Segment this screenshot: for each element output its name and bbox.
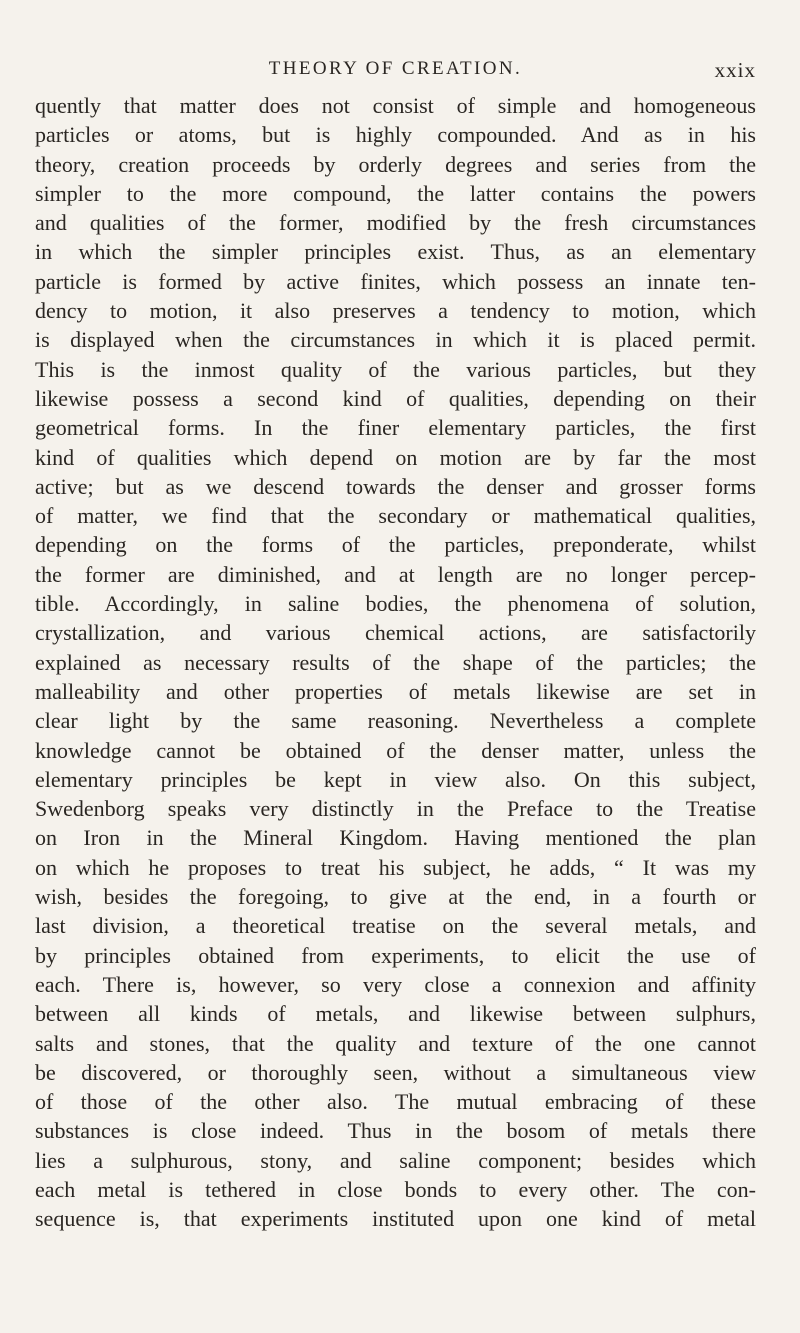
text-line: active; but as we descend towards the denser and grosser forms bbox=[35, 473, 756, 499]
text-line: wish, besides the foregoing, to give at the end, in a fourth or bbox=[35, 884, 756, 910]
text-line: malleability and other properties of metals likewise are set in bbox=[35, 678, 756, 704]
text-line: particles or atoms, but is highly compounded. And as in his bbox=[35, 122, 756, 148]
text-line: on Iron in the Mineral Kingdom. Having mentioned the plan bbox=[35, 825, 756, 851]
text-line: quently that matter does not consist of simple and homogeneous bbox=[35, 93, 756, 118]
text-line: explained as necessary results of the shape of the particles; the bbox=[35, 649, 756, 675]
text-line: and qualities of the former, modified by the fresh circumstances bbox=[35, 210, 756, 236]
text-line: is displayed when the circumstances in which it is placed permit. bbox=[35, 327, 756, 353]
text-line: be discovered, or thoroughly seen, without a simultaneous view bbox=[35, 1059, 756, 1085]
text-line: salts and stones, that the quality and texture of the one cannot bbox=[35, 1030, 756, 1056]
text-line: knowledge cannot be obtained of the denser matter, unless the bbox=[35, 737, 756, 763]
text-line: kind of qualities which depend on motion are by far the most bbox=[35, 444, 756, 470]
text-line: of matter, we find that the secondary or mathematical qualities, bbox=[35, 503, 756, 529]
text-line: sequence is, that experiments instituted upon one kind of metal bbox=[35, 1206, 756, 1232]
text-line: between all kinds of metals, and likewise between sulphurs, bbox=[35, 1001, 756, 1027]
running-title: THEORY OF CREATION. bbox=[268, 58, 523, 79]
text-line: This is the inmost quality of the various particles, but they bbox=[35, 356, 756, 382]
text-line: substances is close indeed. Thus in the bosom of metals there bbox=[35, 1118, 756, 1144]
running-head bbox=[35, 58, 756, 88]
body-text bbox=[35, 91, 756, 1234]
text-line: each. There is, however, so very close a connexion and affinity bbox=[35, 971, 756, 997]
text-line: last division, a theoretical treatise on the several metals, and bbox=[35, 913, 756, 939]
page-number: xxix bbox=[714, 58, 756, 82]
text-line: the former are diminished, and at length are no longer percep- bbox=[35, 561, 756, 587]
text-line: each metal is tethered in close bonds to every other. The con- bbox=[35, 1176, 756, 1202]
text-line: clear light by the same reasoning. Nevertheless a complete bbox=[35, 708, 756, 734]
text-line: dency to motion, it also preserves a tendency to motion, which bbox=[35, 298, 756, 324]
text-line: Swedenborg speaks very distinctly in the Preface to the Treatise bbox=[35, 796, 756, 822]
text-line: likewise possess a second kind of qualities, depending on their bbox=[35, 385, 756, 411]
text-line: elementary principles be kept in view also. On this subject, bbox=[35, 766, 756, 792]
text-line: particle is formed by active finites, which possess an innate ten- bbox=[35, 268, 756, 294]
text-line: simpler to the more compound, the latter contains the powers bbox=[35, 180, 756, 206]
text-line: by principles obtained from experiments, to elicit the use of bbox=[35, 942, 756, 968]
text-line: depending on the forms of the particles, preponderate, whilst bbox=[35, 532, 756, 558]
text-line: on which he proposes to treat his subject, he adds, “ It was my bbox=[35, 854, 756, 880]
text-line: theory, creation proceeds by orderly degrees and series from the bbox=[35, 151, 756, 177]
text-line: geometrical forms. In the finer elementary particles, the first bbox=[35, 415, 756, 441]
text-line: in which the simpler principles exist. Thus, as an elementary bbox=[35, 239, 756, 265]
text-line: crystallization, and various chemical actions, are satisfactorily bbox=[35, 620, 756, 646]
text-line: tible. Accordingly, in saline bodies, the phenomena of solution, bbox=[35, 591, 756, 617]
text-line: of those of the other also. The mutual embracing of these bbox=[35, 1089, 756, 1115]
text-line: lies a sulphurous, stony, and saline component; besides which bbox=[35, 1147, 756, 1173]
